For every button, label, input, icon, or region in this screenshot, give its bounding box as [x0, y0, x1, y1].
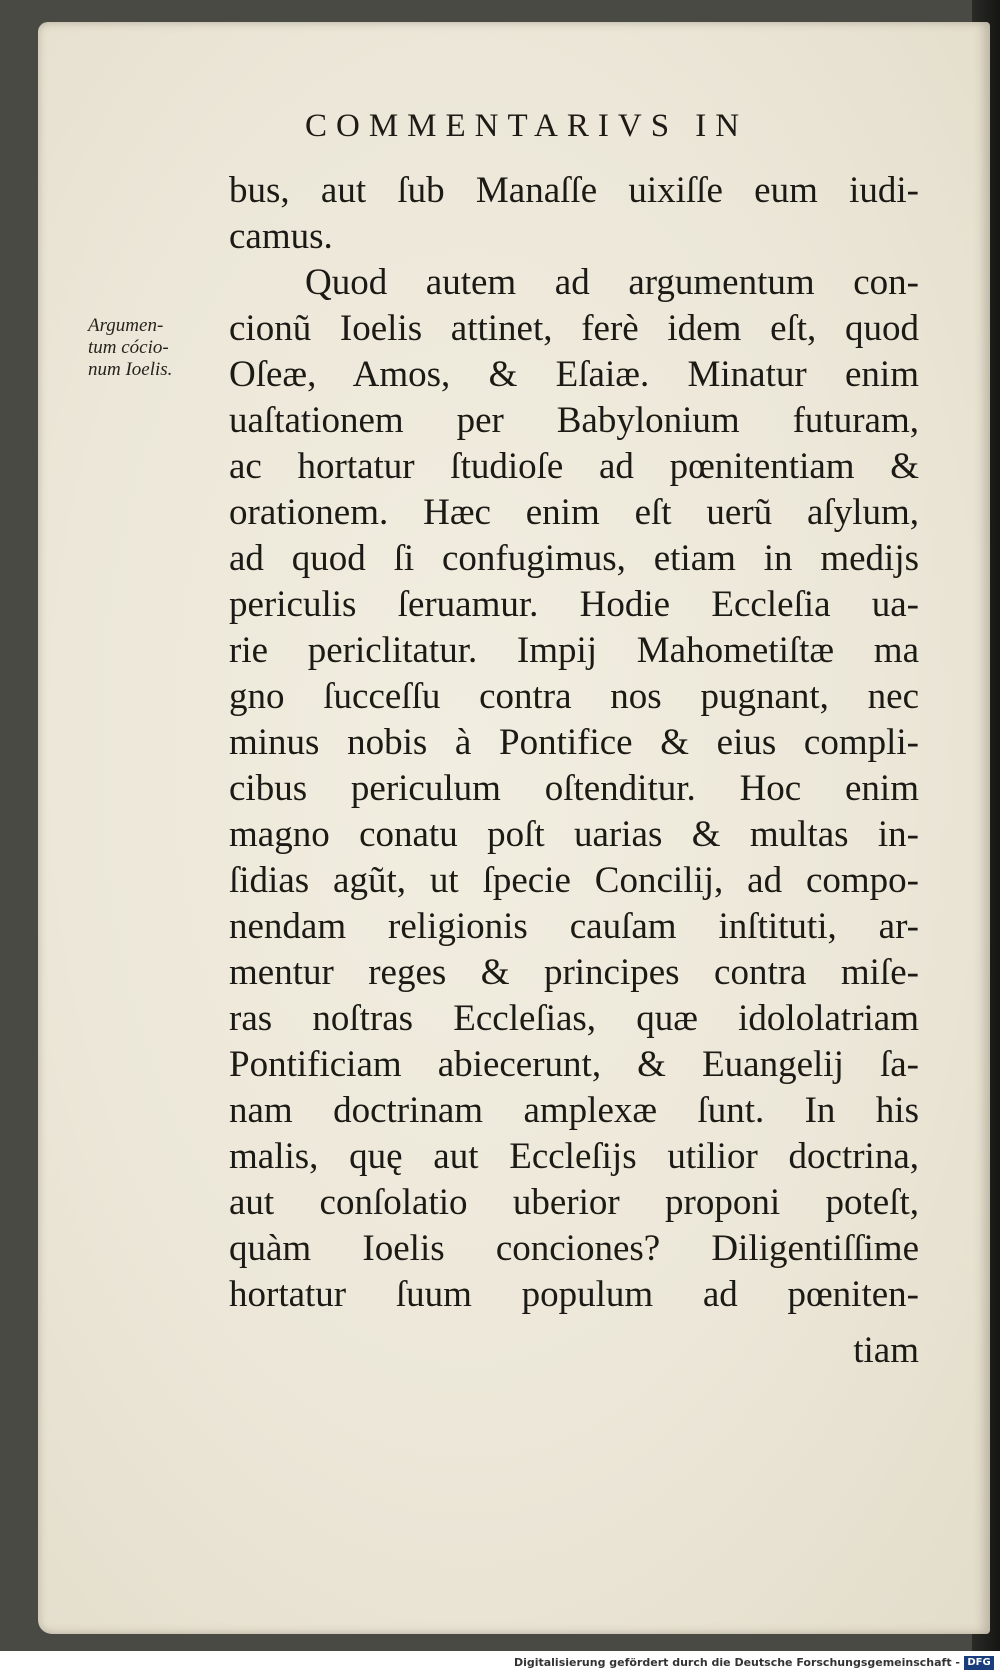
footer-credit: Digitalisierung gefördert durch die Deutsche Forschungsgemeinschaft -: [513, 1656, 960, 1669]
running-head: COMMENTARIVS IN: [305, 108, 749, 144]
catchword: tiam: [853, 1330, 919, 1371]
text-line: hortatur ſuum populum ad pœniten-: [229, 1274, 919, 1315]
text-line: quàm Ioelis conciones? Diligentiſſime: [229, 1228, 919, 1269]
text-line: ſidias agũt, ut ſpecie Concilij, ad compo-: [229, 860, 919, 901]
text-line: cibus periculum oſtenditur. Hoc enim: [229, 768, 919, 809]
margin-note: [88, 315, 218, 381]
text-line: camus.: [229, 216, 333, 257]
text-line: malis, quę aut Eccleſijs utilior doctrina,: [229, 1136, 919, 1177]
text-line: bus, aut ſub Manaſſe uixiſſe eum iudi-: [229, 170, 919, 211]
margin-note-line: num Ioelis.: [88, 359, 173, 380]
text-line: Pontificiam abiecerunt, & Euangelij ſa-: [229, 1044, 919, 1085]
margin-note-line: Argumen-: [88, 315, 164, 336]
text-line: nam doctrinam amplexæ ſunt. In his: [229, 1090, 919, 1131]
text-line: cionũ Ioelis attinet, ferè idem eſt, quod: [229, 308, 919, 349]
text-line: mentur reges & principes contra miſe-: [229, 952, 919, 993]
text-line: gno ſucceſſu contra nos pugnant, nec: [229, 676, 919, 717]
text-line: rie periclitatur. Impij Mahometiſtæ ma: [229, 630, 919, 671]
dfg-logo-icon: DFG: [964, 1656, 994, 1670]
text-line: nendam religionis cauſam inſtituti, ar-: [229, 906, 919, 947]
text-line: minus nobis à Pontifice & eius compli-: [229, 722, 919, 763]
text-line: ras noſtras Eccleſias, quæ idololatriam: [229, 998, 919, 1039]
text-line: orationem. Hæc enim eſt uerũ aſylum,: [229, 492, 919, 533]
text-line: periculis ſeruamur. Hodie Eccleſia ua-: [229, 584, 919, 625]
text-line: ac hortatur ſtudioſe ad pœnitentiam &: [229, 446, 919, 487]
text-line: Quod autem ad argumentum con-: [305, 262, 919, 303]
text-line: aut conſolatio uberior proponi poteſt,: [229, 1182, 919, 1223]
text-line: uaſtationem per Babylonium futuram,: [229, 400, 919, 441]
text-line: ad quod ſi confugimus, etiam in medijs: [229, 538, 919, 579]
margin-note-line: tum cócio-: [88, 337, 169, 358]
body-text: [229, 168, 919, 1374]
text-line: Oſeæ, Amos, & Eſaiæ. Minatur enim: [229, 354, 919, 395]
text-line: magno conatu poſt uarias & multas in-: [229, 814, 919, 855]
digitization-footer: [0, 1651, 1000, 1675]
